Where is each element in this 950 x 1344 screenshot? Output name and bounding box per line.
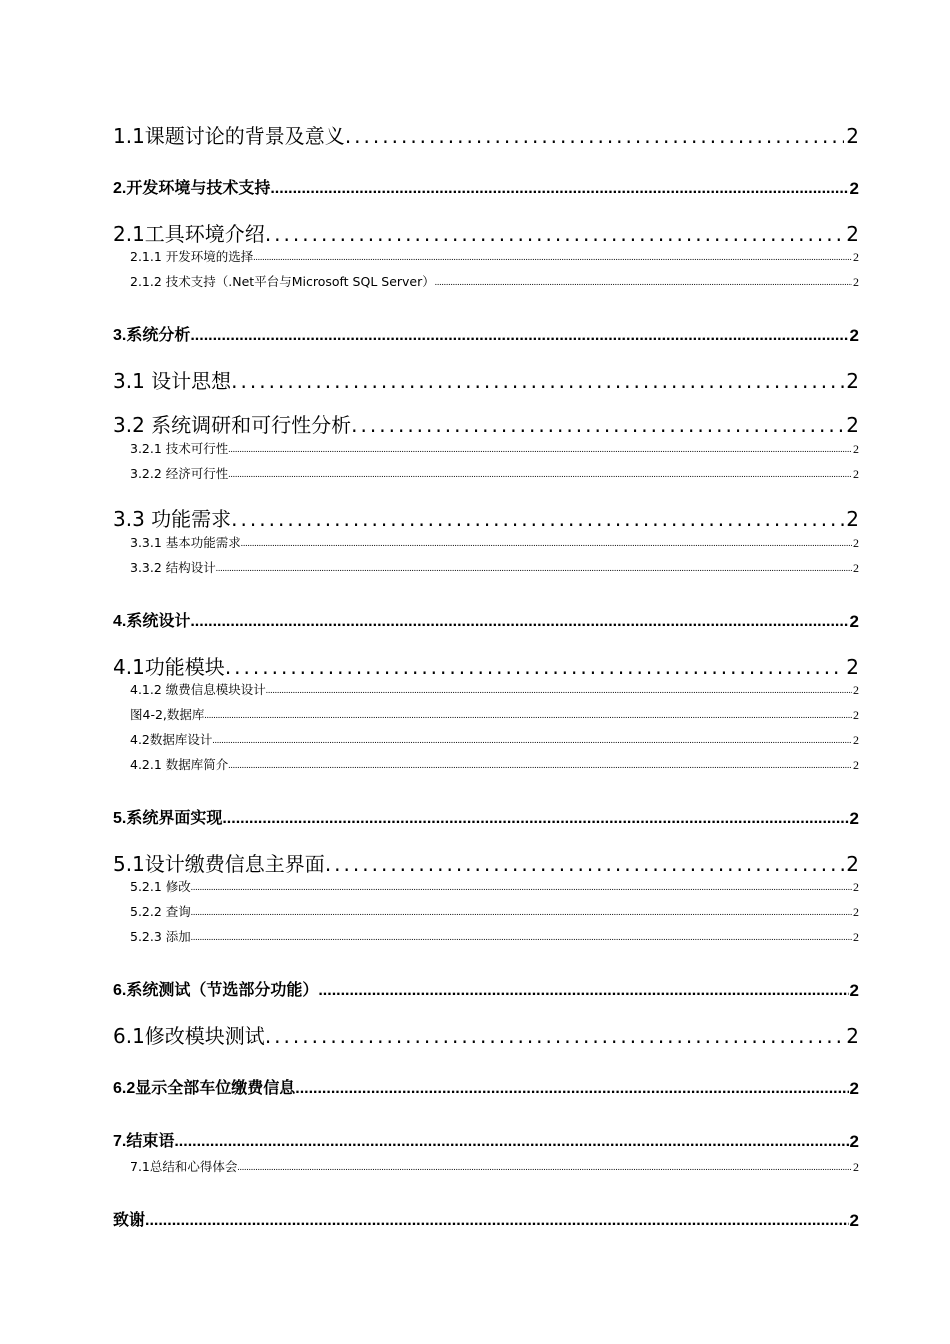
toc-entry-title: 3.2.2 经济可行性 [130,466,229,481]
toc-entry-page: 2 [853,467,859,481]
toc-entry-title: 图4-2,数据库 [130,707,205,722]
toc-entry-page: 2 [849,1132,859,1151]
toc-entry-page: 2 [853,905,859,919]
toc-dot-leader [190,325,848,347]
toc-entry-title: 7.1总结和心得体会 [130,1159,238,1174]
toc-entry-title: 2.1工具环境介绍 [113,222,265,246]
toc-entry-title: 3.1 设计思想 [113,369,232,393]
toc-entry-page: 2 [853,758,859,772]
toc-dot-leader [231,505,844,533]
toc-entry-page: 2 [853,930,859,944]
toc-entry-page: 2 [849,326,859,345]
toc-dot-leader [204,706,852,724]
toc-entry-title: 3.3 功能需求 [113,507,232,531]
toc-entry-title: 致谢 [113,1212,146,1229]
toc-entry[interactable] [113,611,859,633]
toc-dot-leader [228,440,852,458]
toc-entry-title: 3.3.2 结构设计 [130,560,216,575]
toc-entry-page: 2 [846,655,859,679]
toc-dot-leader [216,559,852,577]
toc-entry-page: 2 [853,250,859,264]
toc-dot-leader [265,1022,844,1050]
toc-entry-title: 5.系统界面实现 [113,810,223,827]
toc-entry-page: 2 [853,1160,859,1174]
toc-dot-leader [174,1131,848,1153]
toc-dot-leader [191,928,852,946]
toc-entry-page: 2 [849,1211,859,1230]
toc-entry-title: 3.3.1 基本功能需求 [130,535,241,550]
toc-dot-leader [212,731,852,749]
toc-entry-title: 5.2.1 修改 [130,879,191,894]
toc-dot-leader [191,903,852,921]
toc-entry-title: 1.1课题讨论的背景及意义 [113,124,345,148]
toc-entry-title: 4.系统设计 [113,613,191,630]
toc-entry-title: 4.1.2 缴费信息模块设计 [130,682,266,697]
toc-entry[interactable] [130,1158,859,1176]
toc-dot-leader [228,465,852,483]
toc-entry-page: 2 [849,612,859,631]
toc-entry-page: 2 [853,733,859,747]
toc-entry-title: 3.2.1 技术可行性 [130,441,229,456]
toc-dot-leader [270,178,848,200]
toc-entry-title: 2.开发环境与技术支持 [113,180,271,197]
toc-entry-page: 2 [846,369,859,393]
toc-entry[interactable] [130,731,859,749]
toc-entry[interactable] [130,248,859,266]
toc-entry[interactable] [130,706,859,724]
toc-entry-page: 2 [853,683,859,697]
toc-entry[interactable] [130,903,859,921]
toc-entry[interactable] [130,440,859,458]
toc-entry[interactable] [113,653,859,681]
toc-entry-title: 2.1.1 开发环境的选择 [130,249,254,264]
toc-dot-leader [318,980,848,1002]
toc-entry-page: 2 [849,179,859,198]
toc-entry-page: 2 [846,413,859,437]
toc-entry-title: 3.2 系统调研和可行性分析 [113,413,352,437]
toc-entry-title: 2.1.2 技术支持（.Net平台与Microsoft SQL Server） [130,274,435,289]
toc-entry-title: 7.结束语 [113,1133,175,1150]
toc-entry[interactable] [113,1131,859,1153]
toc-entry-page: 2 [846,1024,859,1048]
toc-entry[interactable] [113,325,859,347]
toc-entry-page: 2 [853,880,859,894]
toc-dot-leader [228,756,852,774]
toc-entry[interactable] [113,1078,859,1100]
toc-dot-leader [325,850,844,878]
toc-entry[interactable] [130,928,859,946]
toc-dot-leader [351,411,844,439]
toc-entry-page: 2 [853,275,859,289]
toc-entry-page: 2 [853,561,859,575]
toc-dot-leader [145,1210,849,1232]
toc-dot-leader [295,1078,848,1100]
toc-dot-leader [190,611,848,633]
toc-entry[interactable] [113,850,859,878]
toc-entry-title: 3.系统分析 [113,327,191,344]
toc-entry[interactable] [130,273,859,291]
toc-entry-title: 5.1设计缴费信息主界面 [113,852,325,876]
toc-entry[interactable] [113,505,859,533]
toc-entry[interactable] [130,559,859,577]
toc-entry-page: 2 [846,222,859,246]
toc-dot-leader [191,878,852,896]
toc-dot-leader [266,681,852,699]
toc-entry[interactable] [113,367,859,395]
toc-entry[interactable] [113,1022,859,1050]
toc-entry-page: 2 [853,536,859,550]
toc-entry[interactable] [113,122,859,150]
toc-dot-leader [241,534,852,552]
toc-entry-title: 4.2数据库设计 [130,732,213,747]
toc-entry-page: 2 [846,507,859,531]
toc-entry-page: 2 [853,442,859,456]
toc-entry-page: 2 [849,809,859,828]
toc-entry[interactable] [130,681,859,699]
toc-dot-leader [231,367,844,395]
toc-entry[interactable] [113,411,859,439]
toc-entry[interactable] [130,756,859,774]
toc-dot-leader [225,653,844,681]
toc-entry-title: 5.2.2 查询 [130,904,191,919]
toc-entry[interactable] [113,1210,859,1232]
toc-entry-title: 5.2.3 添加 [130,929,191,944]
toc-entry[interactable] [113,808,859,830]
toc-entry-title: 4.2.1 数据库简介 [130,757,229,772]
toc-entry[interactable] [113,178,859,200]
toc-dot-leader [265,220,844,248]
toc-entry[interactable] [130,465,859,483]
toc-entry-page: 2 [846,852,859,876]
toc-entry[interactable] [130,534,859,552]
toc-entry-page: 2 [853,708,859,722]
toc-entry[interactable] [113,980,859,1002]
toc-dot-leader [345,122,844,150]
toc-entry-title: 6.系统测试（节选部分功能） [113,982,319,999]
toc-entry-title: 4.1功能模块 [113,655,225,679]
toc-entry-page: 2 [849,1079,859,1098]
toc-entry[interactable] [130,878,859,896]
toc-dot-leader [253,248,852,266]
toc-entry-page: 2 [849,981,859,1000]
toc-dot-leader [237,1158,852,1176]
toc-entry-page: 2 [846,124,859,148]
toc-entry-title: 6.2显示全部车位缴费信息 [113,1080,296,1097]
toc-entry-title: 6.1修改模块测试 [113,1024,265,1048]
toc-entry[interactable] [113,220,859,248]
toc-dot-leader [222,808,848,830]
toc-dot-leader [435,273,852,291]
